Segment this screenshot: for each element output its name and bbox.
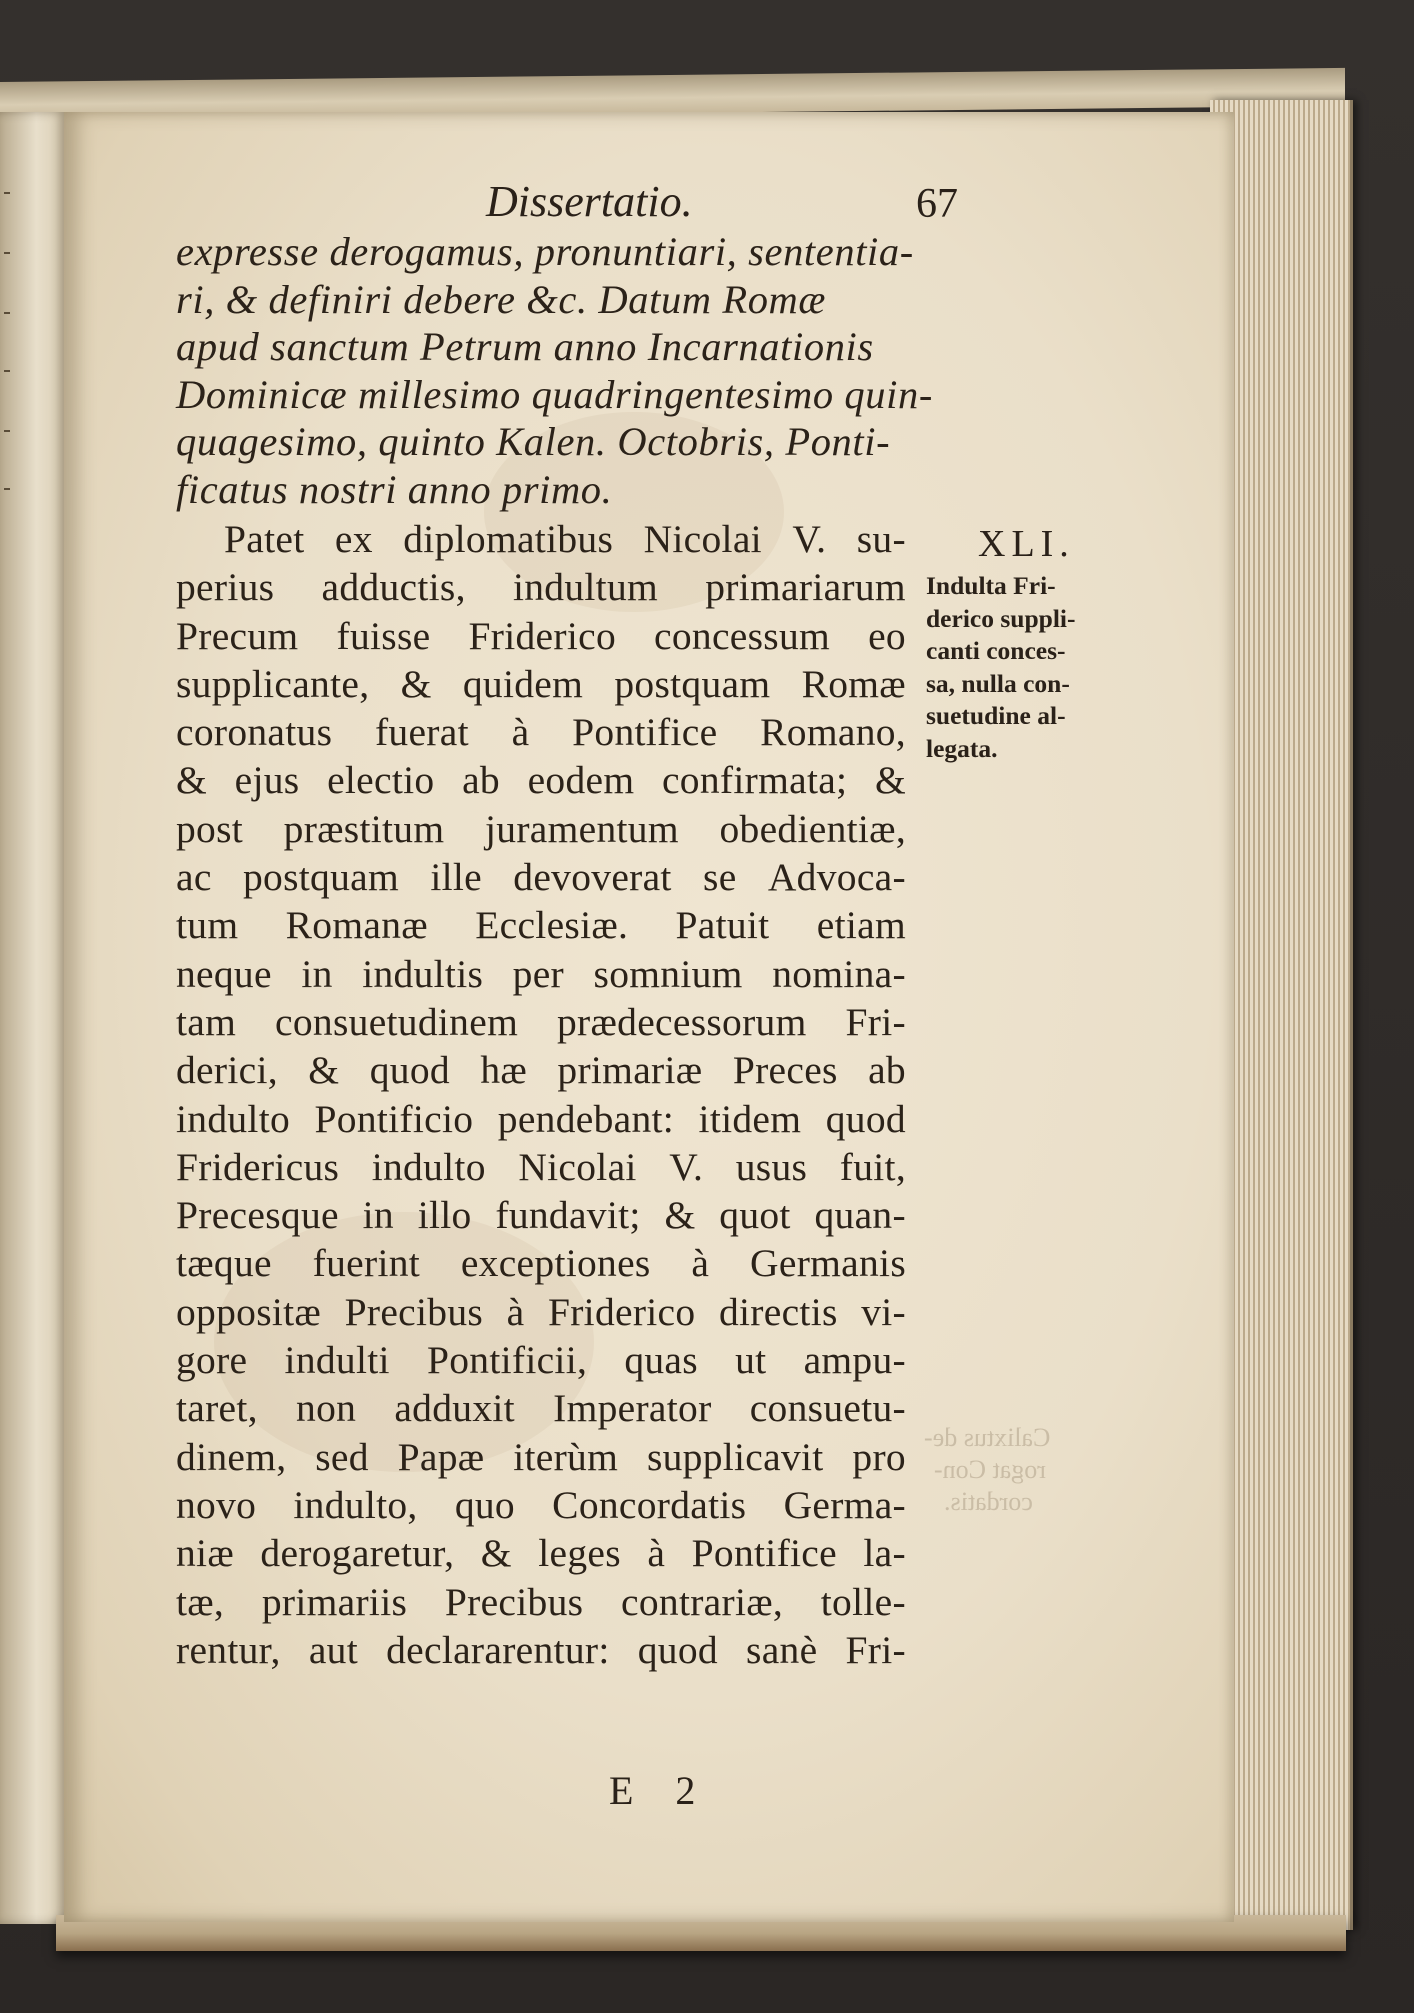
body-word: Concordatis: [552, 1482, 747, 1527]
body-word: quod: [369, 1048, 450, 1093]
facing-page-ink-mark: [4, 488, 10, 490]
body-word: tum: [176, 903, 239, 948]
body-line: [176, 1046, 906, 1094]
body-word: ut: [735, 1338, 767, 1383]
body-line: [176, 1529, 906, 1577]
body-word: à: [511, 710, 530, 755]
body-word: ampu-: [803, 1338, 906, 1383]
body-word: postquam: [242, 855, 399, 900]
body-line: [176, 515, 906, 563]
body-word: à: [506, 1289, 525, 1334]
signature-mark: E 2: [609, 1768, 712, 1813]
body-word: indulto,: [293, 1482, 418, 1527]
body-word: la-: [863, 1531, 906, 1576]
body-word: præstitum: [283, 806, 445, 851]
body-word: Patuit: [675, 903, 770, 948]
body-word: Fridericus: [176, 1144, 340, 1189]
body-word: Fri-: [845, 1627, 906, 1672]
body-word: rentur,: [176, 1627, 281, 1672]
body-word: quot: [719, 1193, 791, 1238]
body-word: eodem: [527, 758, 635, 803]
body-word: adductis,: [321, 565, 466, 610]
margin-note-line: suetudine al-: [926, 701, 1066, 730]
margin-note-line: legata.: [926, 733, 998, 763]
body-word: Fri-: [845, 999, 906, 1044]
body-word: etiam: [816, 903, 906, 948]
body-line: [176, 1095, 906, 1143]
facing-page-edge: [0, 112, 68, 1924]
body-word: consuetudinem: [275, 999, 519, 1044]
page-number: 67: [916, 181, 958, 227]
body-word: pendebant:: [497, 1096, 675, 1141]
body-word: supplicavit: [646, 1434, 824, 1479]
body-word: primariarum: [705, 565, 906, 610]
body-word: per: [512, 951, 565, 996]
body-word: Patet: [224, 517, 305, 561]
body-word: Friderico: [468, 613, 616, 658]
body-word: usus: [735, 1144, 808, 1189]
margin-note-line: canti conces-: [926, 636, 1066, 665]
body-word: aut: [308, 1627, 358, 1672]
body-line: [176, 950, 906, 998]
body-line: [176, 1239, 906, 1287]
body-word: tolle-: [820, 1579, 906, 1624]
body-word: Ecclesiæ.: [475, 903, 629, 948]
body-word: nomina-: [772, 951, 906, 996]
body-line: [176, 563, 906, 611]
body-word: illo: [417, 1193, 472, 1238]
body-word: ac: [176, 855, 212, 900]
body-word: ille: [430, 855, 482, 900]
body-line: [176, 998, 906, 1046]
body-word: Pontificio: [314, 1096, 474, 1141]
body-word: devoverat: [513, 855, 672, 900]
body-word: juramentum: [485, 806, 679, 851]
margin-note: [926, 522, 1146, 765]
body-line: [176, 805, 906, 853]
body-line: [176, 1288, 906, 1336]
italic-line: ficatus nostri anno primo.: [176, 466, 613, 512]
body-line: [176, 708, 906, 756]
facing-page-ink-mark: [4, 252, 10, 254]
italic-line: Dominicæ millesimo quadringentesimo quin-: [176, 371, 933, 417]
body-word: fuit,: [839, 1144, 906, 1189]
body-line: [176, 1143, 906, 1191]
body-word: tæ,: [176, 1579, 225, 1624]
body-word: indulto: [176, 1096, 291, 1141]
facing-page-ink-mark: [4, 430, 10, 432]
book-page: [64, 112, 1234, 1922]
body-line: [176, 853, 906, 901]
body-word: quod: [825, 1096, 906, 1141]
body-word: ex: [334, 517, 373, 561]
body-word: concessum: [654, 613, 831, 658]
italic-quotation: [176, 228, 996, 513]
body-word: tæque: [176, 1241, 272, 1286]
body-word: oppositæ: [176, 1289, 322, 1334]
body-word: Romano,: [760, 710, 906, 755]
body-line: [176, 901, 906, 949]
body-word: primariæ: [557, 1048, 703, 1093]
body-word: Imperator: [553, 1386, 712, 1431]
body-word: &: [664, 1193, 696, 1238]
body-word: directis: [718, 1289, 838, 1334]
body-word: Precibus: [444, 1579, 584, 1624]
body-paragraph: [176, 515, 996, 1674]
margin-note-line: sa, nulla con-: [926, 668, 1070, 698]
body-word: fuerint: [312, 1241, 421, 1286]
body-word: Precesque: [176, 1193, 339, 1238]
body-word: iterùm: [513, 1434, 619, 1479]
body-word: itidem: [698, 1096, 802, 1141]
body-word: confirmata;: [661, 758, 848, 803]
body-word: ejus: [234, 758, 300, 803]
body-word: indultis: [362, 951, 484, 996]
body-word: sanè: [746, 1627, 818, 1672]
body-word: diplomatibus: [403, 517, 614, 561]
body-word: V.: [669, 1144, 704, 1189]
body-word: &: [308, 1048, 340, 1093]
body-line: [176, 1336, 906, 1384]
body-word: Romæ: [801, 661, 906, 706]
body-word: declararentur:: [386, 1627, 610, 1672]
body-word: exceptiones: [460, 1241, 651, 1286]
body-word: quan-: [814, 1193, 906, 1238]
show-through-text: rogat Con-: [934, 1455, 1046, 1484]
body-word: neque: [176, 951, 272, 996]
body-word: electio: [327, 758, 435, 803]
body-word: Advoca-: [767, 855, 906, 900]
body-word: à: [691, 1241, 710, 1286]
body-word: quidem: [462, 661, 584, 706]
body-word: niæ: [176, 1531, 234, 1576]
body-word: à: [647, 1531, 666, 1576]
body-word: hæ: [480, 1048, 528, 1093]
italic-line: expresse derogamus, pronuntiari, sententia-: [176, 229, 914, 274]
body-word: Precum: [176, 613, 299, 658]
body-word: su-: [856, 517, 906, 561]
body-line: [176, 660, 906, 708]
body-word: novo: [176, 1482, 257, 1527]
body-word: indulti: [284, 1338, 390, 1383]
body-word: indultum: [512, 565, 659, 610]
body-line: [176, 756, 906, 804]
body-word: se: [703, 855, 737, 900]
body-word: indulto: [371, 1144, 486, 1189]
facing-page-ink-mark: [4, 312, 10, 314]
body-word: fuisse: [336, 613, 431, 658]
body-word: coronatus: [176, 710, 333, 755]
body-line: [176, 1191, 906, 1239]
body-word: &: [480, 1531, 512, 1576]
body-word: ab: [462, 758, 500, 803]
body-word: post: [176, 806, 244, 851]
body-word: Preces: [732, 1048, 838, 1093]
body-word: Papæ: [397, 1434, 485, 1479]
body-word: somnium: [593, 951, 743, 996]
body-word: adduxit: [394, 1386, 515, 1431]
body-word: in: [362, 1193, 394, 1238]
show-through-text: Calixtus de-: [924, 1423, 1051, 1452]
margin-note-line: Indulta Fri-: [926, 571, 1056, 600]
body-word: primariis: [261, 1579, 408, 1624]
body-word: eo: [868, 613, 906, 658]
body-word: vi-: [861, 1289, 906, 1334]
body-word: prædecessorum: [557, 999, 807, 1044]
body-word: Pontifice: [572, 710, 718, 755]
running-head: [176, 168, 996, 228]
body-word: Precibus: [344, 1289, 484, 1334]
body-line: [176, 1626, 906, 1674]
body-word: leges: [538, 1531, 621, 1576]
facing-page-ink-mark: [4, 192, 10, 194]
body-word: ab: [868, 1048, 906, 1093]
running-title: Dissertatio.: [486, 177, 693, 226]
italic-line: ri, & definiri debere &c. Datum Romæ: [176, 276, 827, 322]
body-word: &: [176, 758, 208, 803]
body-word: fuerat: [374, 710, 469, 755]
facing-page-ink-mark: [4, 370, 10, 372]
body-word: obedientiæ,: [719, 806, 906, 851]
body-line: [176, 1578, 906, 1626]
body-word: non: [296, 1386, 357, 1431]
body-word: taret,: [176, 1386, 258, 1431]
body-word: quod: [637, 1627, 718, 1672]
body-word: fundavit;: [495, 1193, 641, 1238]
body-word: Romanæ: [285, 903, 428, 948]
body-word: Nicolai: [518, 1144, 637, 1189]
body-line: [176, 1481, 906, 1529]
body-word: Pontificii,: [426, 1338, 588, 1383]
italic-line: apud sanctum Petrum anno Incarnationis: [176, 324, 874, 369]
body-word: V.: [792, 517, 827, 561]
body-word: &: [400, 661, 432, 706]
body-word: derici,: [176, 1048, 278, 1093]
body-word: Germanis: [750, 1241, 906, 1286]
body-word: Pontifice: [691, 1531, 837, 1576]
italic-line: quagesimo, quinto Kalen. Octobris, Ponti-: [176, 419, 891, 464]
body-word: perius: [176, 565, 275, 610]
body-word: &: [874, 758, 906, 803]
body-word: pro: [852, 1434, 906, 1479]
show-through-text: cordatis.: [944, 1487, 1033, 1516]
margin-note-number: XLI.: [978, 523, 1075, 565]
body-word: contrariæ,: [621, 1579, 784, 1624]
body-line: [176, 612, 906, 660]
body-line: [176, 1384, 906, 1432]
body-line: [176, 1433, 906, 1481]
main-text: [176, 168, 996, 1674]
margin-note-line: derico suppli-: [926, 603, 1076, 633]
body-word: quo: [454, 1482, 515, 1527]
body-word: gore: [176, 1338, 248, 1383]
body-word: consuetu-: [749, 1386, 906, 1431]
body-word: derogaretur,: [260, 1531, 455, 1576]
body-word: tam: [176, 999, 237, 1044]
body-word: in: [301, 951, 333, 996]
body-word: dinem,: [176, 1434, 287, 1479]
body-word: Nicolai: [643, 517, 762, 561]
body-word: quas: [624, 1338, 698, 1383]
body-word: Friderico: [547, 1289, 696, 1334]
body-word: supplicante,: [176, 661, 370, 706]
body-word: Germa-: [783, 1482, 906, 1527]
body-word: postquam: [614, 661, 771, 706]
body-word: sed: [315, 1434, 369, 1479]
